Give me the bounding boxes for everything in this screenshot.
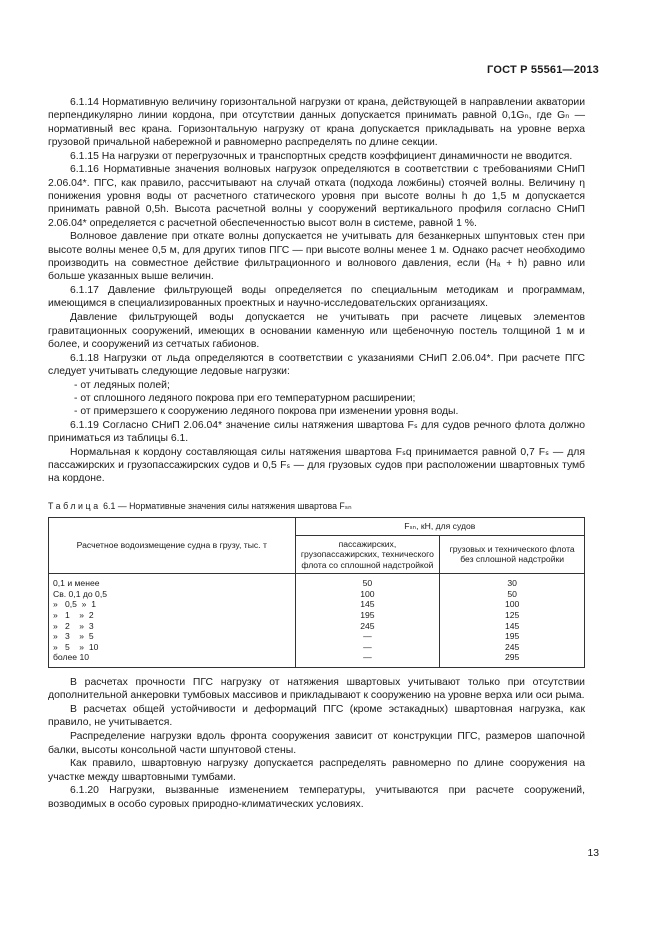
paragraph-6-1-18: 6.1.18 Нагрузки от льда определяются в соответствии с указаниями СНиП 2.06.04*. При расчете ПГС следует учитывать следующие ледовые нагрузки: [48,352,585,377]
paragraph-uniform-distribution: Как правило, швартовную нагрузку допускается распределять равномерно по длине сооружения на участке между швартовными тумбами. [48,758,585,783]
table-caption-prefix: Таблица [48,500,101,511]
table-cell: 245 [504,641,520,652]
paragraph-6-1-16: 6.1.16 Нормативные значения волновых нагрузок определяются в соответствии с требованиями СНиП 2.06.04*. ПГС, как правило, рассчитывают на случай отката (подхода ложбины) стоячей волны. Величину η понижения уровня воды от расчетного статического уровня при высоте волны h до 1,5 м допускается принимать равной 0,5h. Высота расчетной волны у сооружений вертикального профиля согласно СНиП 2.06.04* определяется с расчетной обеспеченностью высот волн в системе, равной 1 %. [48,164,585,229]
col-header-passenger: пассажирских, грузопассажирских, технического флота со сплошной надстройкой [295,535,440,574]
col-header-cargo: грузовых и технического флота без сплошной надстройки [440,535,585,574]
paragraph-6-1-20: 6.1.20 Нагрузки, вызванные изменением температуры, учитываются при расчете сооружений, возводимых в особо суровых природно-климатических условиях. [48,785,585,810]
paragraph-6-1-17: 6.1.17 Давление фильтрующей воды определяется по специальным методикам и программам, имеющимся в специализированных проектных и научно-исследовательских организациях. [48,285,585,310]
paragraph-6-1-15: 6.1.15 На нагрузки от перегрузочных и транспортных средств коэффициент динамичности не вводится. [70,150,573,162]
paragraph-load-distribution: Распределение нагрузки вдоль фронта сооружения зависит от конструкции ПГС, размеров шапочной балки, высоты консольной части шпунтовой стены. [48,731,585,756]
paragraph-6-1-14: 6.1.14 Нормативную величину горизонтальной нагрузки от крана, действующей в направлении акватории перпендикулярно линии кордона, при отсутствии данных допускается принимать равной 0,1Gₙ, где Gₙ — нормативный вес крана. Горизонтальную нагрузку от крана допускается прикладывать на уровне верха грузовой причальной набережной и равномерно распределять по длине секции. [48,97,585,148]
table-body-row [49,574,585,668]
mooring-force-table [48,517,585,668]
table-cell: 295 [504,652,520,663]
page-content [48,96,585,812]
paragraph-mooring-stability: В расчетах общей устойчивости и деформаций ПГС (кроме эстакадных) швартовная нагрузка, как правило, не учитывается. [48,704,585,729]
table-cell: » 1 » 2 [53,610,94,621]
table-caption-title: 6.1 — Нормативные значения силы натяжения швартова Fₛₙ [103,500,352,511]
cargo-column [440,574,585,668]
table-cell: — [363,641,372,652]
paragraph-wave-pressure: Волновое давление при откате волны допускается не учитывать для безанкерных шпунтовых стен при высоте волны менее 0,5 м, для других типов ПГС — при высоте волны менее 1 м. Однако расчет необходимо производить на совместное действие фильтрационного и волнового давления, если (Hₐ + h) равно или больше указанных выше величин. [48,231,585,283]
table-cell: Св. 0,1 до 0,5 [53,588,108,599]
ice-loads-list [48,379,585,419]
table-cell: » 3 » 5 [53,631,94,642]
table-cell: 30 [507,578,517,589]
table-cell: 195 [504,631,520,642]
table-cell: 100 [504,599,520,610]
paragraph-filtering-water: Давление фильтрующей воды допускается не учитывать при расчете лицевых элементов гравитационных сооружений, имеющих в основании каменную или щебеночную постель толщиной 1 м и более, и сооружений из сетчатых габионов. [48,312,585,350]
table-cell: 0,1 и менее [53,578,100,589]
table-cell: 50 [507,588,517,599]
table-cell: 145 [360,599,375,610]
paragraph-mooring-normal-component: Нормальная к кордону составляющая силы натяжения швартова Fₛq принимается равной 0,7 Fₛ — для пассажирских и грузопассажирских судов и 0,5 Fₛ — для грузовых судов при расположении швартовных тумб на кордоне. [48,446,585,485]
col-group-header-force: Fₛₙ, кН, для судов [295,517,584,535]
table-cell: » 2 » 3 [53,620,94,631]
table-cell: » 0,5 » 1 [53,599,96,610]
table-cell: — [363,631,372,642]
table-cell: 145 [504,620,520,631]
document-header: ГОСТ Р 55561—2013 [487,64,599,76]
page-number: 13 [587,848,599,859]
table-cell: » 5 » 10 [53,641,99,652]
paragraph-6-1-19: 6.1.19 Согласно СНиП 2.06.04* значение силы натяжения швартова Fₛ для судов речного флота должно приниматься из таблицы 6.1. [48,419,585,444]
table-cell: 245 [360,620,375,631]
table-cell: 125 [504,610,520,621]
table-cell: 50 [362,578,373,589]
table-cell: более 10 [53,652,90,663]
list-item: - от примерзшего к сооружению ледяного покрова при изменении уровня воды. [74,406,459,418]
passenger-column [295,574,440,668]
displacement-column [49,574,296,668]
paragraph-mooring-strength: В расчетах прочности ПГС нагрузку от натяжения швартовых учитывают только при отсутствии дополнительной анкеровки тумбовых массивов и прикладывают к сооружению на уровне верха или оси рыма. [48,677,585,702]
col-header-displacement: Расчетное водоизмещение судна в грузу, тыс. т [49,517,296,573]
table-cell: — [363,652,372,663]
list-item: - от ледяных полей; [74,379,170,391]
list-item: - от сплошного ледяного покрова при его температурном расширении; [74,393,416,405]
table-caption [48,500,585,513]
table-cell: 100 [360,588,375,599]
table-cell: 195 [360,610,375,621]
